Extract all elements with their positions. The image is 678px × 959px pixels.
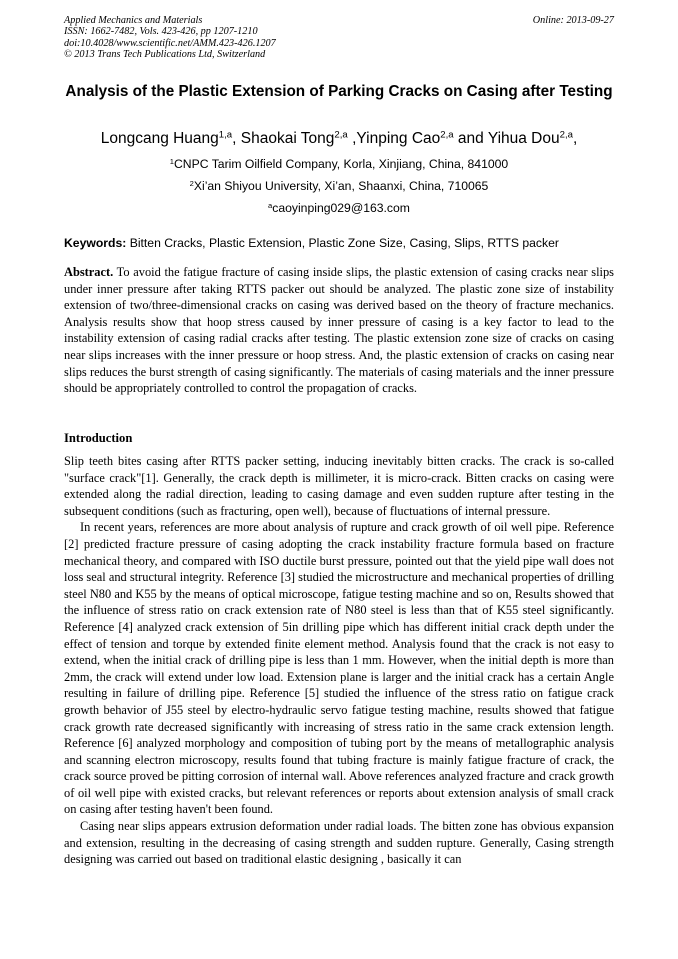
author-name: Yihua Dou <box>487 130 560 147</box>
intro-paragraph-2: In recent years, references are more about analysis of rupture and crack growth of oil well pipe. Reference [2] predicted fracture pressure of casing adopting the crack instability fracture formula based on fracture mechanical theory, and compared with ISO ductile burst pressure, pointed out that the yield pipe wall does not loss seal and structural integrity. Reference [3] studied the microstructure and mechanical properties of drilling steel N80 and K55 by the means of optical microscope, fatigue testing machine and so on, Results showed that the influence of stress ratio on crack extension rate of N80 steel is less than that of K55 steel significantly. Reference [4] analyzed crack extension of 5in drilling pipe which has different initial crack depth under the effect of tension and torque by extended finite element method. Analysis found that the crack is not easy to extend, when the initial crack of drilling pipe is less than 1 mm. However, when the initial depth is more than 2mm, the crack will extend under low load. Extension plane is larger and the initial crack has a certain Angle resulting in failure of drilling pipe. Reference [5] studied the influence of the stress ratio on fatigue crack growth behavior of J55 steel by electro-hydraulic servo fatigue testing machine, results showed that fatigue crack growth rate decreased significantly with increasing of stress ratio in the same crack extension length. Reference [6] analyzed morphology and composition of tubing port by the means of metallographic analysis and scanning electron microscopy, results found that tubing fracture is mainly fatigue fracture of crack, the crack source proved be pitting corrosion of internal wall. Above references analyzed fracture and crack growth of oil well pipe with existed cracks, but relevant references or reports about extension analysis of small crack on casing after testing haven't been found. <box>64 520 614 817</box>
email-line <box>64 201 614 215</box>
abstract-label: Abstract. <box>64 265 114 279</box>
author-separator: , <box>232 130 241 147</box>
keywords-label: Keywords: <box>64 236 127 250</box>
email-address: caoyinping029@163.com <box>272 201 410 215</box>
affiliation-1 <box>64 157 614 171</box>
publication-info <box>64 15 276 60</box>
intro-paragraph-3: Casing near slips appears extrusion deformation under radial loads. The bitten zone has obvious expansion and extension, resulting in the decreasing of casing strength and sudden rupture. Generally, Casing strength designing was carried out based on traditional elastic designing , basically it can <box>64 819 614 867</box>
author-affiliation-mark: 2,a <box>440 129 454 141</box>
author-separator: , <box>347 130 357 147</box>
author-affiliation-mark: 1,a <box>218 129 233 141</box>
email-mark: a <box>268 200 273 210</box>
online-date: Online: 2013-09-27 <box>532 15 614 26</box>
issn-line: ISSN: 1662-7482, Vols. 423-426, pp 1207-1210 <box>64 26 258 38</box>
author-name: Shaokai Tong <box>240 130 335 147</box>
author-affiliation-mark: 2,a <box>334 129 348 141</box>
author-name: Longcang Huang <box>100 130 219 147</box>
author-list <box>40 129 638 149</box>
author-separator: and <box>453 130 488 147</box>
author-name: Yinping Cao <box>356 130 441 147</box>
copyright-line: © 2013 Trans Tech Publications Ltd, Switzerland <box>64 48 266 60</box>
paper-title: Analysis of the Plastic Extension of Parking Cracks on Casing after Testing <box>65 83 613 100</box>
affiliation-mark: 1 <box>169 156 174 166</box>
journal-name: Applied Mechanics and Materials <box>64 15 203 26</box>
intro-paragraph-1: Slip teeth bites casing after RTTS packer setting, inducing inevitably bitten cracks. The crack is so-called "surface crack"[1]. Generally, the crack depth is millimeter, it is micro-crack. Bitten cracks on casing were extended along the radial direction, leading to casing damage and even sudden rupture after testing in the subsequent conditions (such as fracturing, open well), because of fluctuations of internal pressure. <box>64 454 614 518</box>
abstract <box>64 264 614 397</box>
author-list-tail: , <box>572 130 578 147</box>
affiliation-mark: 2 <box>189 178 194 188</box>
keywords-line <box>64 236 614 250</box>
affiliation-2 <box>64 179 614 193</box>
abstract-text: To avoid the fatigue fracture of casing inside slips, the plastic extension of casing cracks near slips under inner pressure after taking RTTS packer out should be analyzed. The plastic zone size of instability extension of two/three-dimensional cracks on casing was derived based on the theory of fracture mechanics. Analysis results show that hoop stress caused by inner pressure of casing is a key factor to lead to the instability extension of casing radial cracks after testing. The plastic extension zone size of cracks on casing near slips increases with the inner pressure or hoop stress. And, the plastic extension of cracks on casing near slips reduces the burst strength of casing significantly. The materials of casing materials and the inner pressure should be appropriately controlled to control the propagation of cracks. <box>64 265 614 396</box>
affiliation-text: Xi’an Shiyou University, Xi’an, Shaanxi, China, 710065 <box>193 179 489 193</box>
introduction-heading: Introduction <box>64 431 133 445</box>
keywords-text: Bitten Cracks, Plastic Extension, Plastic Zone Size, Casing, Slips, RTTS packer <box>129 236 559 250</box>
author-affiliation-mark: 2,a <box>559 129 573 141</box>
running-header <box>64 15 614 60</box>
introduction-body <box>64 453 614 868</box>
doi-line: doi:10.4028/www.scientific.net/AMM.423-426.1207 <box>64 37 276 49</box>
affiliation-text: CNPC Tarim Oilfield Company, Korla, Xinjiang, China, 841000 <box>174 157 509 171</box>
